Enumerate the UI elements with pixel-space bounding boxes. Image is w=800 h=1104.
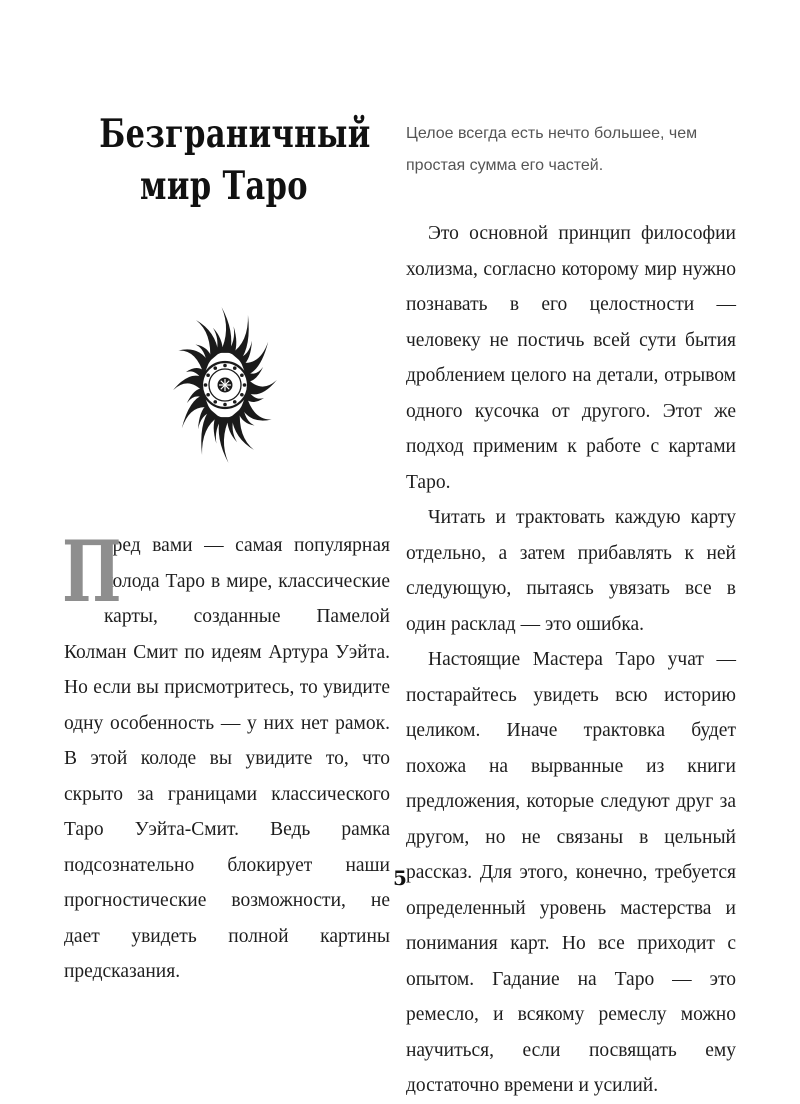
epigraph: Целое всегда есть нечто большее, чем простая сумма его частей.: [406, 125, 698, 174]
page-number: 5: [393, 866, 407, 890]
chapter-title-line-1: Безграничный: [99, 111, 371, 157]
zodiac-sign-mark: [233, 366, 237, 370]
right-column-text: [406, 216, 736, 1104]
zodiac-sign-mark: [243, 383, 247, 387]
paragraph-masters: Настоящие Мастера Таро учат — постарайтесь увидеть всю историю целиком. Иначе трактовка будет похожа на вырванные из книги предложения, которые следуют друг за другом, но не связаны в цельный рассказ. Для этого, конечно, требуется определенный уровень мастерства и понимания карт. Но все приходит с опытом. Гадание на Таро — это ремесло, и всякому ремеслу можно научиться, если посвящать ему достаточно времени и усилий.: [406, 649, 736, 1096]
zodiac-sign-mark: [240, 373, 244, 377]
chapter-title: [99, 108, 371, 212]
zodiac-sign-mark: [233, 400, 237, 404]
chapter-title-line-2: мир Таро: [140, 163, 308, 209]
zodiac-sign-mark: [206, 373, 210, 377]
zodiac-sign-mark: [240, 393, 244, 397]
zodiac-sign-mark: [223, 364, 227, 368]
intro-text: еред вами — самая популярная колода Таро в мире, классические карты, созданные Памелой Колман Смит по идеям Артура Уэйта. Но если вы присмотритесь, то увидите одну особенность — у них нет рамок. В этой колоде вы увидите то, что скрыто за границами классического Таро Уэйта-Смит. Ведь рамка подсознательно блокирует наши прогностические возможности, не дает увидеть полной картины предсказания.: [64, 535, 390, 982]
zodiac-sign-mark: [206, 393, 210, 397]
zodiac-sign-mark: [213, 366, 217, 370]
zodiac-sign-mark: [223, 403, 227, 407]
intro-paragraph: [62, 522, 390, 990]
zodiac-sign-mark: [204, 383, 208, 387]
paragraph-holism: Это основной принцип философии холизма, согласно которому мир нужно познавать в его целостности — человеку не постичь всей сути бытия дроблением целого на детали, отрывом одного кусочка от другого. Этот же подход применим к работе с картами Таро.: [406, 223, 736, 493]
sun-zodiac-wheel-icon: [170, 302, 280, 468]
drop-cap: П: [62, 522, 122, 621]
paragraph-reading-cards: Читать и трактовать каждую карту отдельно, а затем прибавлять к ней следующую, пытаясь увязать все в один расклад — это ошибка.: [406, 507, 736, 635]
zodiac-sign-mark: [213, 400, 217, 404]
